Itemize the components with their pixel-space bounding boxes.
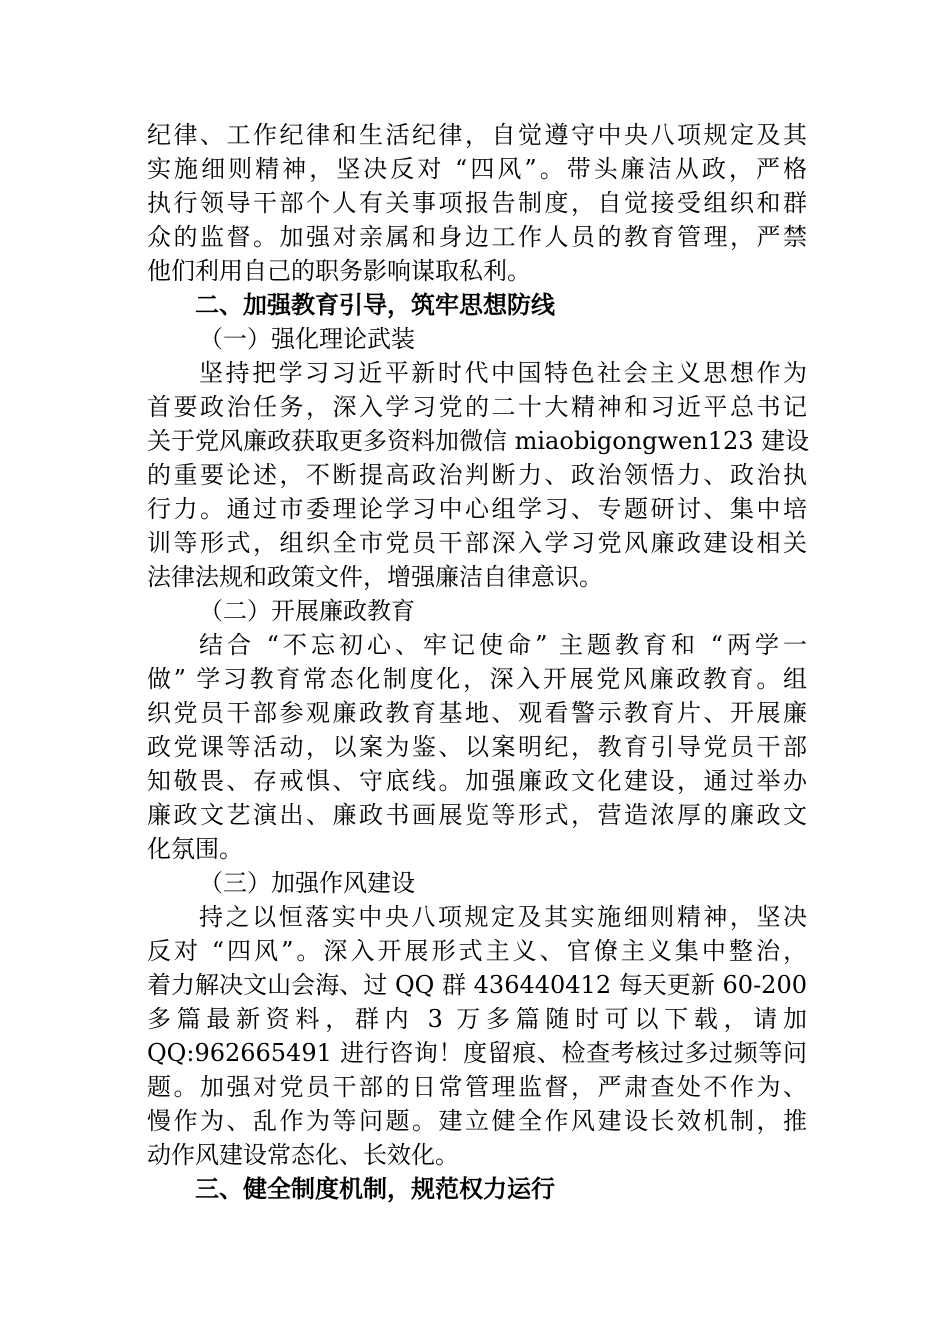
text-line: 训等形式，组织全市党员干部深入学习党风廉政建设相关 xyxy=(147,529,807,557)
paragraph-discipline xyxy=(147,118,807,288)
text-line: 关于党风廉政获取更多资料加微信 miaobigongwen123 建设 xyxy=(147,427,810,455)
text-line: 坚持把学习习近平新时代中国特色社会主义思想作为 xyxy=(199,359,807,387)
text-line: 反对 “四风”。深入开展形式主义、官僚主义集中整治， xyxy=(147,937,807,965)
text-line: 法律法规和政策文件，增强廉洁自律意识。 xyxy=(147,563,603,591)
paragraph-education xyxy=(147,628,807,866)
subsection-heading-2: （二）开展廉政教育 xyxy=(199,597,415,625)
text-line: 织党员干部参观廉政教育基地、观看警示教育片、开展廉 xyxy=(147,699,807,727)
text-line: 化氛围。 xyxy=(147,835,243,863)
text-line: 慢作为、乱作为等问题。建立健全作风建设长效机制，推 xyxy=(147,1107,807,1135)
text-line: 多篇最新资料，群内 3 万多篇随时可以下载，请加 xyxy=(147,1005,807,1033)
text-line: 的重要论述，不断提高政治判断力、政治领悟力、政治执 xyxy=(147,461,807,489)
text-line: 政党课等活动，以案为鉴、以案明纪，教育引导党员干部 xyxy=(147,733,807,761)
section-heading-2: 二、加强教育引导，筑牢思想防线 xyxy=(195,291,555,319)
text-line: 知敬畏、存戒惧、守底线。加强廉政文化建设，通过举办 xyxy=(147,767,807,795)
text-line: 题。加强对党员干部的日常管理监督，严肃查处不作为、 xyxy=(147,1073,807,1101)
paragraph-theory xyxy=(147,356,810,594)
text-line: QQ:962665491 进行咨询！度留痕、检查考核过多过频等问 xyxy=(147,1039,807,1067)
paragraph-style xyxy=(147,900,807,1172)
text-line: 动作风建设常态化、长效化。 xyxy=(147,1141,459,1169)
subsection-heading-1: （一）强化理论武装 xyxy=(199,325,415,353)
text-line: 行力。通过市委理论学习中心组学习、专题研讨、集中培 xyxy=(147,495,807,523)
text-line: 执行领导干部个人有关事项报告制度，自觉接受组织和群 xyxy=(147,189,807,217)
text-line: 持之以恒落实中央八项规定及其实施细则精神，坚决 xyxy=(199,903,807,931)
text-line: 纪律、工作纪律和生活纪律，自觉遵守中央八项规定及其 xyxy=(147,121,807,149)
text-line: 做” 学习教育常态化制度化，深入开展党风廉政教育。组 xyxy=(147,665,807,693)
text-line: 他们利用自己的职务影响谋取私利。 xyxy=(147,257,531,285)
document-body xyxy=(147,118,810,1206)
section-heading-3: 三、健全制度机制，规范权力运行 xyxy=(195,1175,555,1203)
text-line: 廉政文艺演出、廉政书画展览等形式，营造浓厚的廉政文 xyxy=(147,801,807,829)
text-line: 众的监督。加强对亲属和身边工作人员的教育管理，严禁 xyxy=(147,223,807,251)
subsection-heading-3: （三）加强作风建设 xyxy=(199,869,415,897)
text-line: 结合 “不忘初心、牢记使命” 主题教育和 “两学一 xyxy=(199,631,807,659)
text-line: 着力解决文山会海、过 QQ 群 436440412 每天更新 60-200 xyxy=(147,971,807,999)
text-line: 首要政治任务，深入学习党的二十大精神和习近平总书记 xyxy=(147,393,807,421)
text-line: 实施细则精神，坚决反对 “四风”。带头廉洁从政，严格 xyxy=(147,155,807,183)
